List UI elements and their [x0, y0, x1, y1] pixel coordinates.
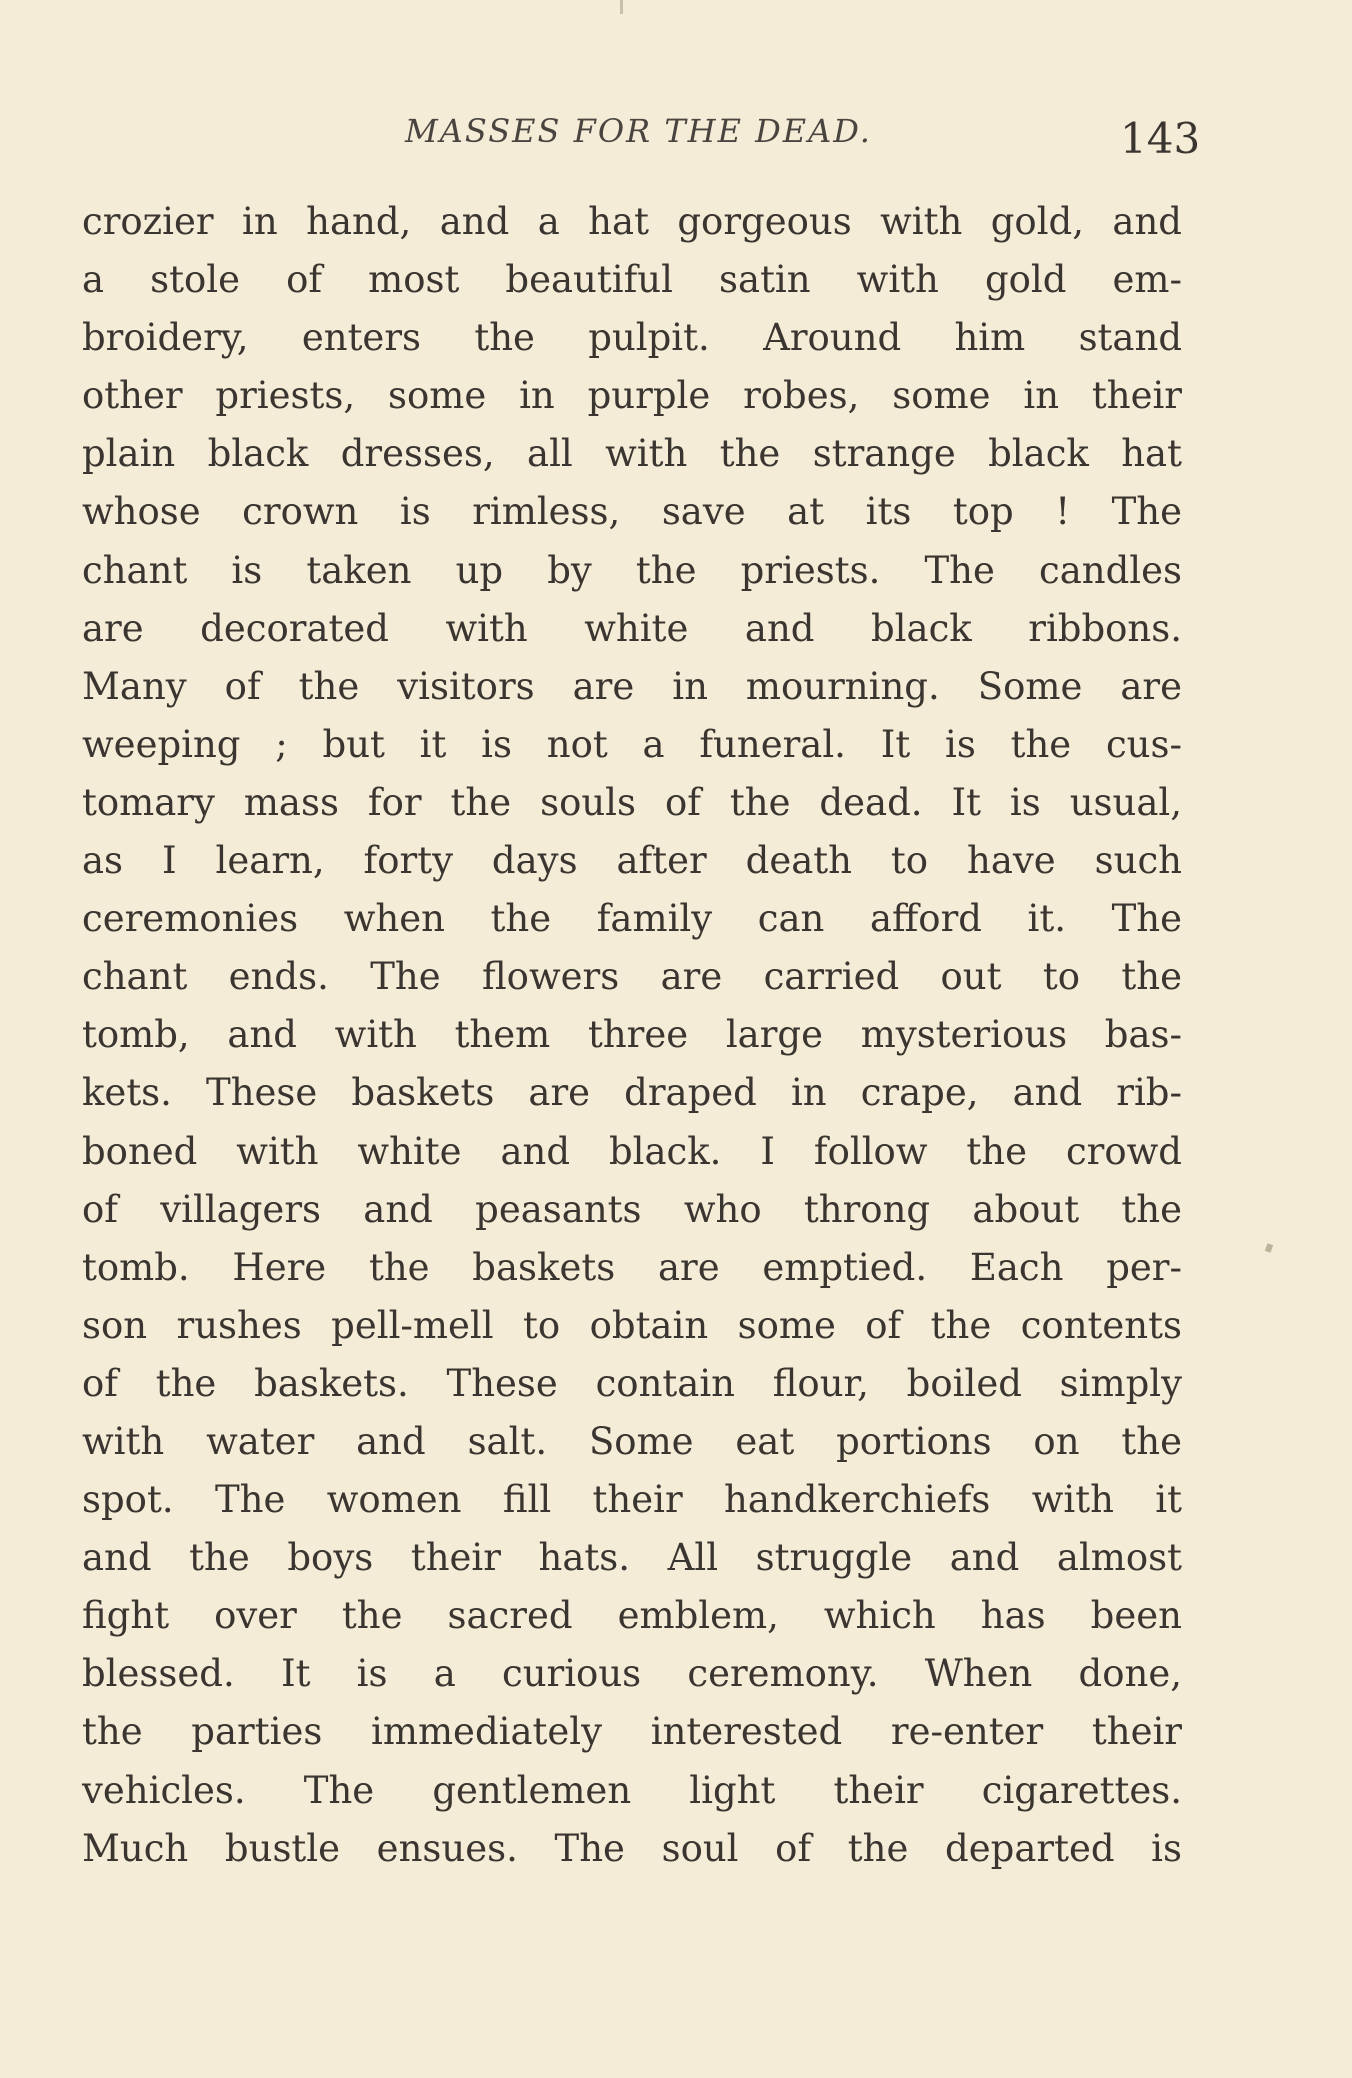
text-line: of villagers and peasants who throng about the [82, 1187, 1182, 1231]
text-line: as I learn, forty days after death to have such [82, 839, 1182, 883]
text-line: kets. These baskets are draped in crape, and rib- [82, 1071, 1182, 1115]
running-title: MASSES FOR THE DEAD. [405, 112, 872, 150]
text-line: plain black dresses, all with the strange black hat [82, 432, 1182, 476]
text-line: a stole of most beautiful satin with gold em- [82, 258, 1182, 302]
text-line: Much bustle ensues. The soul of the departed is [82, 1826, 1182, 1870]
text-line: crozier in hand, and a hat gorgeous with gold, and [82, 200, 1182, 243]
text-line: blessed. It is a curious ceremony. When done, [82, 1652, 1182, 1696]
top-edge-mark [620, 0, 623, 14]
text-line: tomb. Here the baskets are emptied. Each per- [82, 1245, 1182, 1289]
text-line: other priests, some in purple robes, some in their [82, 374, 1182, 418]
text-line: vehicles. The gentlemen light their cigarettes. [82, 1768, 1182, 1812]
text-line: tomary mass for the souls of the dead. It is usual, [82, 780, 1182, 824]
text-line: spot. The women fill their handkerchiefs with it [82, 1478, 1182, 1522]
text-line: Many of the visitors are in mourning. Some are [82, 664, 1182, 708]
text-line: chant is taken up by the priests. The candles [82, 548, 1182, 592]
text-line: weeping ; but it is not a funeral. It is the cus- [82, 722, 1182, 766]
page-number: 143 [1120, 114, 1201, 163]
text-line: with water and salt. Some eat portions on the [82, 1419, 1182, 1463]
text-line: of the baskets. These contain flour, boiled simply [82, 1361, 1182, 1405]
text-line: boned with white and black. I follow the crowd [82, 1129, 1182, 1173]
text-line: broidery, enters the pulpit. Around him stand [82, 316, 1182, 360]
text-line: ceremonies when the family can afford it. The [82, 897, 1182, 941]
margin-speck [1265, 1243, 1273, 1253]
text-line: whose crown is rimless, save at its top ! The [82, 490, 1182, 534]
body-text [82, 193, 1182, 1878]
text-line: the parties immediately interested re-enter their [82, 1710, 1182, 1754]
running-head [80, 104, 1201, 164]
text-line: and the boys their hats. All struggle and almost [82, 1536, 1182, 1580]
text-line: chant ends. The flowers are carried out to the [82, 955, 1182, 999]
text-line: fight over the sacred emblem, which has been [82, 1594, 1182, 1638]
text-line: are decorated with white and black ribbons. [82, 606, 1182, 650]
text-line: tomb, and with them three large mysterious bas- [82, 1013, 1182, 1057]
text-line: son rushes pell-mell to obtain some of the contents [82, 1303, 1182, 1347]
